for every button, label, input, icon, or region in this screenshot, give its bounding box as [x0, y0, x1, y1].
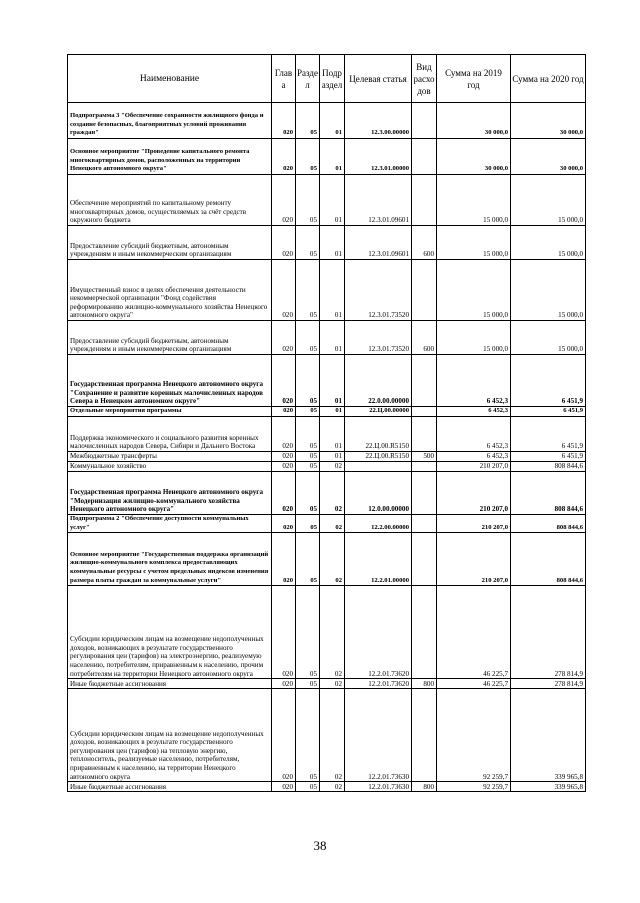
table-row: [68, 533, 586, 586]
cell-sum-2019: 15 000,0: [437, 175, 511, 226]
cell-name: Подпрограмма 2 "Обеспечение доступности коммунальных услуг": [68, 515, 272, 533]
cell-razdel: 05: [296, 355, 320, 407]
cell-glava: 020: [272, 689, 296, 782]
cell-vid: [412, 260, 437, 321]
cell-razdel: 05: [296, 452, 320, 462]
cell-glava: 020: [272, 462, 296, 472]
cell-sum-2019: 46 225,7: [437, 586, 511, 679]
cell-razdel: 05: [296, 689, 320, 782]
table-row: [68, 452, 586, 462]
cell-sum-2019: 6 452,3: [437, 355, 511, 407]
cell-podrazdel: 02: [320, 782, 345, 792]
cell-target: 22.Ц.00.R5150: [345, 417, 412, 452]
cell-sum-2020: 6 451,9: [511, 417, 586, 452]
cell-podrazdel: 02: [320, 689, 345, 782]
cell-sum-2020: 339 965,8: [511, 782, 586, 792]
cell-sum-2019: 92 259,7: [437, 782, 511, 792]
cell-glava: 020: [272, 321, 296, 355]
cell-podrazdel: 02: [320, 515, 345, 533]
cell-vid: [412, 103, 437, 139]
cell-name: Поддержка экономического и социального развития коренных малочисленных народов Севера, Сибири и Дальнего Востока: [68, 417, 272, 452]
cell-vid: [412, 462, 437, 472]
cell-podrazdel: 01: [320, 452, 345, 462]
cell-glava: 020: [272, 407, 296, 417]
cell-glava: 020: [272, 586, 296, 679]
cell-sum-2020: 15 000,0: [511, 175, 586, 226]
cell-sum-2020: 278 814,9: [511, 586, 586, 679]
cell-vid: [412, 407, 437, 417]
cell-sum-2020: 808 844,6: [511, 472, 586, 515]
cell-glava: 020: [272, 226, 296, 260]
cell-target: 12.3.01.73520: [345, 260, 412, 321]
cell-sum-2019: 210 207,0: [437, 533, 511, 586]
cell-sum-2019: 46 225,7: [437, 679, 511, 689]
cell-razdel: 05: [296, 139, 320, 175]
cell-podrazdel: 01: [320, 175, 345, 226]
cell-glava: 020: [272, 515, 296, 533]
cell-vid: [412, 472, 437, 515]
cell-podrazdel: 02: [320, 472, 345, 515]
cell-vid: 600: [412, 226, 437, 260]
cell-podrazdel: 01: [320, 355, 345, 407]
table-row: [68, 515, 586, 533]
cell-podrazdel: 01: [320, 260, 345, 321]
table-row: [68, 679, 586, 689]
cell-sum-2020: 6 451,9: [511, 407, 586, 417]
page-number: 38: [313, 838, 327, 853]
cell-vid: [412, 533, 437, 586]
header-vid: Вид расходов: [412, 55, 437, 103]
cell-razdel: 05: [296, 407, 320, 417]
cell-name: Субсидии юридическим лицам на возмещение недополученных доходов, возникающих в результате государственного регулирования цен (тарифов) на электроэнергию, реализуемую населению, потребителям, приравненным к населению, прочим потребителям на территории Ненецкого автономного округа: [68, 586, 272, 679]
cell-target: 12.2.01.73620: [345, 586, 412, 679]
cell-vid: [412, 139, 437, 175]
budget-table: [67, 54, 586, 792]
cell-name: Иные бюджетные ассигнования: [68, 782, 272, 792]
cell-target: [345, 462, 412, 472]
header-podrazdel: Подраздел: [320, 55, 345, 103]
cell-sum-2019: 15 000,0: [437, 226, 511, 260]
cell-glava: 020: [272, 260, 296, 321]
cell-target: 12.0.00.00000: [345, 472, 412, 515]
cell-sum-2019: 210 207,0: [437, 515, 511, 533]
cell-glava: 020: [272, 472, 296, 515]
cell-podrazdel: 01: [320, 226, 345, 260]
cell-name: Государственная программа Ненецкого автономного округа "Сохранение и развитие коренных малочисленных народов Севера в Ненецком автономном округе": [68, 355, 272, 407]
cell-name: Обеспечение мероприятий по капитальному ремонту многоквартирных домов, осуществляемых за счёт средств окружного бюджета: [68, 175, 272, 226]
cell-sum-2020: 278 814,9: [511, 679, 586, 689]
cell-podrazdel: 01: [320, 139, 345, 175]
cell-vid: 800: [412, 782, 437, 792]
cell-razdel: 05: [296, 226, 320, 260]
table-row: [68, 175, 586, 226]
table-row: [68, 782, 586, 792]
table-row: [68, 260, 586, 321]
cell-podrazdel: 02: [320, 586, 345, 679]
cell-target: 12.2.01.73620: [345, 679, 412, 689]
cell-name: Предоставление субсидий бюджетным, автономным учреждениям и иным некоммерческим организациям: [68, 226, 272, 260]
cell-target: 22.0.00.00000: [345, 355, 412, 407]
cell-razdel: 05: [296, 260, 320, 321]
cell-sum-2019: 15 000,0: [437, 260, 511, 321]
cell-name: Основное мероприятие "Проведение капитального ремонта многоквартирных домов, расположенных на территории Ненецкого автономного округа": [68, 139, 272, 175]
cell-glava: 020: [272, 533, 296, 586]
cell-target: 12.3.01.73520: [345, 321, 412, 355]
table-row: [68, 103, 586, 139]
cell-glava: 020: [272, 417, 296, 452]
cell-sum-2020: 808 844,6: [511, 533, 586, 586]
cell-name: Иные бюджетные ассигнования: [68, 679, 272, 689]
cell-sum-2020: 808 844,6: [511, 462, 586, 472]
header-sum-2019: Сумма на 2019 год: [437, 55, 511, 103]
header-glava: Глава: [272, 55, 296, 103]
table-row: [68, 355, 586, 407]
cell-sum-2019: 15 000,0: [437, 321, 511, 355]
cell-target: 12.3.01.00000: [345, 139, 412, 175]
cell-sum-2020: 15 000,0: [511, 260, 586, 321]
header-sum-2020: Сумма на 2020 год: [511, 55, 586, 103]
cell-sum-2019: 30 000,0: [437, 139, 511, 175]
table-row: [68, 586, 586, 679]
cell-razdel: 05: [296, 472, 320, 515]
cell-razdel: 05: [296, 462, 320, 472]
cell-podrazdel: 01: [320, 417, 345, 452]
cell-glava: 020: [272, 679, 296, 689]
cell-sum-2019: 30 000,0: [437, 103, 511, 139]
cell-name: Подпрограмма 3 "Обеспечение сохранности жилищного фонда и создание безопасных, благоприятных условий проживания граждан": [68, 103, 272, 139]
cell-glava: 020: [272, 139, 296, 175]
cell-name: Межбюджетные трансферты: [68, 452, 272, 462]
cell-name: Имущественный взнос в целях обеспечения деятельности некоммерческой организации "Фонд содействия реформированию жилищно-коммунального хозяйства Ненецкого автономного округа": [68, 260, 272, 321]
cell-sum-2019: 210 207,0: [437, 472, 511, 515]
cell-vid: 600: [412, 321, 437, 355]
cell-sum-2020: 6 451,9: [511, 355, 586, 407]
cell-name: Основное мероприятие "Государственная поддержка организаций жилищно-коммунального комплекса предоставляющих коммунальные ресурсы с учетом предельных индексов изменения размера платы граждан за коммунальные услуги": [68, 533, 272, 586]
cell-vid: [412, 689, 437, 782]
cell-target: 12.2.01.73630: [345, 689, 412, 782]
cell-target: 22.Ц.00.R5150: [345, 452, 412, 462]
cell-sum-2020: 6 451,9: [511, 452, 586, 462]
cell-name: Коммунальное хозяйство: [68, 462, 272, 472]
cell-sum-2019: 210 207,0: [437, 462, 511, 472]
cell-sum-2019: 92 259,7: [437, 689, 511, 782]
cell-name: Государственная программа Ненецкого автономного округа "Модернизация жилищно-коммунального хозяйства Ненецкого автономного округа": [68, 472, 272, 515]
table-row: [68, 226, 586, 260]
cell-razdel: 05: [296, 103, 320, 139]
cell-sum-2020: 339 965,8: [511, 689, 586, 782]
cell-vid: [412, 355, 437, 407]
cell-sum-2020: 808 844,6: [511, 515, 586, 533]
cell-razdel: 05: [296, 679, 320, 689]
cell-vid: 800: [412, 679, 437, 689]
cell-glava: 020: [272, 782, 296, 792]
cell-target: 12.2.01.73630: [345, 782, 412, 792]
table-row: [68, 462, 586, 472]
table-row: [68, 472, 586, 515]
cell-razdel: 05: [296, 321, 320, 355]
cell-target: 22.Ц.00.00000: [345, 407, 412, 417]
cell-podrazdel: 02: [320, 533, 345, 586]
header-name: Наименование: [68, 55, 272, 103]
table-row: [68, 407, 586, 417]
cell-sum-2020: 30 000,0: [511, 103, 586, 139]
header-target: Целевая статья: [345, 55, 412, 103]
cell-glava: 020: [272, 355, 296, 407]
cell-target: 12.2.00.00000: [345, 515, 412, 533]
cell-podrazdel: 01: [320, 103, 345, 139]
cell-sum-2019: 6 452,3: [437, 407, 511, 417]
cell-razdel: 05: [296, 533, 320, 586]
cell-target: 12.2.01.00000: [345, 533, 412, 586]
cell-glava: 020: [272, 175, 296, 226]
table-row: [68, 417, 586, 452]
cell-glava: 020: [272, 452, 296, 462]
cell-vid: [412, 175, 437, 226]
table-row: [68, 139, 586, 175]
cell-target: 12.3.01.09601: [345, 226, 412, 260]
cell-vid: [412, 586, 437, 679]
cell-sum-2020: 30 000,0: [511, 139, 586, 175]
cell-razdel: 05: [296, 586, 320, 679]
cell-podrazdel: 02: [320, 462, 345, 472]
cell-razdel: 05: [296, 515, 320, 533]
cell-vid: 500: [412, 452, 437, 462]
table-body: [68, 103, 586, 792]
cell-podrazdel: 02: [320, 679, 345, 689]
cell-sum-2020: 15 000,0: [511, 226, 586, 260]
cell-razdel: 05: [296, 175, 320, 226]
cell-name: Предоставление субсидий бюджетным, автономным учреждениям и иным некоммерческим организациям: [68, 321, 272, 355]
cell-razdel: 05: [296, 417, 320, 452]
cell-target: 12.3.01.09601: [345, 175, 412, 226]
cell-podrazdel: 01: [320, 321, 345, 355]
header-razdel: Раздел: [296, 55, 320, 103]
cell-name: Субсидии юридическим лицам на возмещение недополученных доходов, возникающих в результате государственного регулирования цен (тарифов) на тепловую энергию, теплоноситель, реализуемые населению, потребителям, приравненным к населению, на территории Ненецкого автономного округа: [68, 689, 272, 782]
table-row: [68, 321, 586, 355]
cell-sum-2019: 6 452,3: [437, 417, 511, 452]
cell-sum-2020: 15 000,0: [511, 321, 586, 355]
cell-glava: 020: [272, 103, 296, 139]
cell-name: Отдельные мероприятия программы: [68, 407, 272, 417]
cell-vid: [412, 417, 437, 452]
table-header-row: [68, 55, 586, 103]
cell-sum-2019: 6 452,3: [437, 452, 511, 462]
cell-podrazdel: 01: [320, 407, 345, 417]
table-row: [68, 689, 586, 782]
cell-razdel: 05: [296, 782, 320, 792]
cell-target: 12.3.00.00000: [345, 103, 412, 139]
cell-vid: [412, 515, 437, 533]
